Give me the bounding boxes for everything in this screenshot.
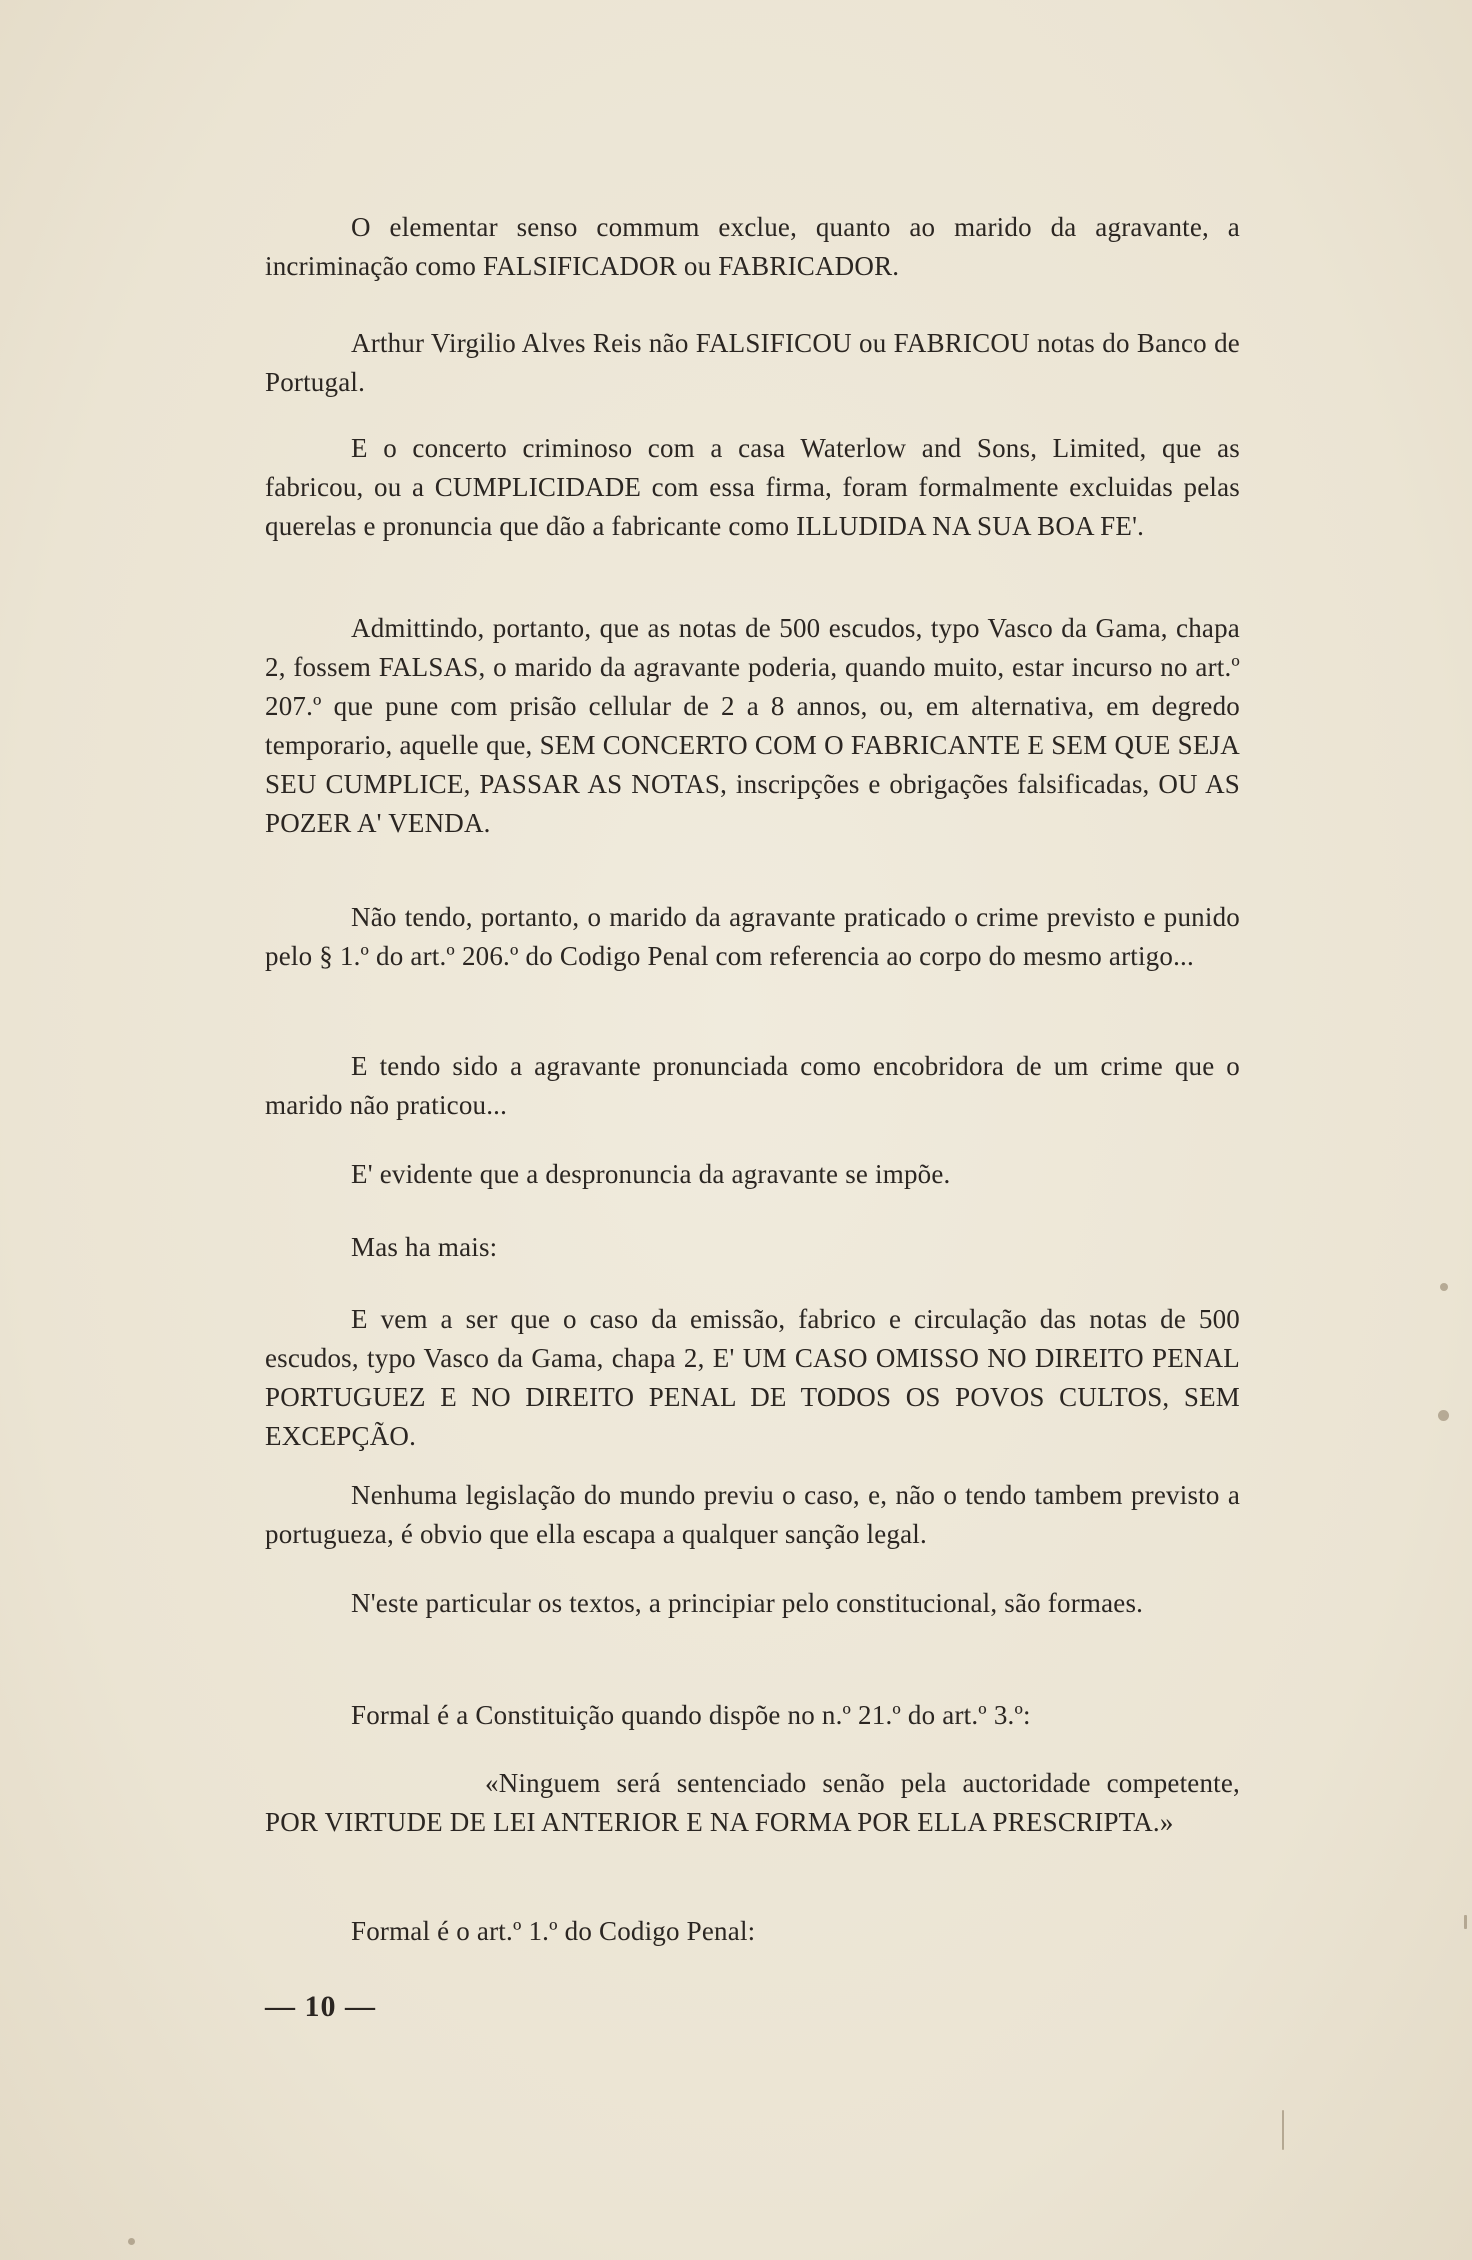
paragraph-14: Formal é o art.º 1.º do Codigo Penal:	[351, 1916, 756, 1946]
paragraph-6: E tendo sido a agravante pronunciada como encobridora de um crime que o marido não praticou...	[265, 1051, 1240, 1120]
quote-paragraph: «Ninguem será sentenciado senão pela auctoridade competente, POR VIRTUDE DE LEI ANTERIOR E NA FORMA POR ELLA PRESCRIPTA.»	[265, 1768, 1240, 1837]
paragraph-4: Admittindo, portanto, que as notas de 500 escudos, typo Vasco da Gama, chapa 2, fossem FALSAS, o marido da agravante poderia, quando muito, estar incurso no art.º 207.º que pune com prisão cellular de 2 a 8 annos, ou, em alternativa, em degredo temporario, aquelle que, SEM CONCERTO COM O FABRICANTE E SEM QUE SEJA SEU CUMPLICE, PASSAR AS NOTAS, inscripções e obrigações falsificadas, OU AS POZER A' VENDA.	[265, 613, 1240, 838]
paper-speck	[1438, 1410, 1449, 1421]
paragraph-11: N'este particular os textos, a principiar pelo constitucional, são formaes.	[351, 1588, 1144, 1618]
paragraph-8: Mas ha mais:	[351, 1232, 498, 1262]
paragraph-12: Formal é a Constituição quando dispõe no n.º 21.º do art.º 3.º:	[351, 1700, 1031, 1730]
paragraph-1: O elementar senso commum exclue, quanto ao marido da agravante, a incriminação como FALSIFICADOR ou FABRICADOR.	[265, 212, 1240, 281]
paper-speck	[1440, 1283, 1448, 1291]
paragraph-10: Nenhuma legislação do mundo previu o caso, e, não o tendo tambem previsto a portugueza, é obvio que ella escapa a qualquer sanção legal.	[265, 1480, 1240, 1549]
paragraph-5: Não tendo, portanto, o marido da agravante praticado o crime previsto e punido pelo § 1.º do art.º 206.º do Codigo Penal com referencia ao corpo do mesmo artigo...	[265, 902, 1240, 971]
page-number: — 10 —	[265, 1990, 376, 2023]
paper-speck	[1464, 1915, 1467, 1929]
paragraph-7: E' evidente que a despronuncia da agravante se impõe.	[351, 1159, 951, 1189]
paper-speck	[1282, 2110, 1284, 2150]
paragraph-2: Arthur Virgilio Alves Reis não FALSIFICOU ou FABRICOU notas do Banco de Portugal.	[265, 328, 1240, 397]
paragraph-9: E vem a ser que o caso da emissão, fabrico e circulação das notas de 500 escudos, typo Vasco da Gama, chapa 2, E' UM CASO OMISSO NO DIREITO PENAL PORTUGUEZ E NO DIREITO PENAL DE TODOS OS POVOS CULTOS, SEM EXCEPÇÃO.	[265, 1304, 1240, 1451]
paper-speck	[128, 2238, 135, 2245]
paragraph-3: E o concerto criminoso com a casa Waterlow and Sons, Limited, que as fabricou, ou a CUMPLICIDADE com essa firma, foram formalmente excluidas pelas querelas e pronuncia que dão a fabricante como ILLUDIDA NA SUA BOA FE'.	[265, 433, 1240, 541]
